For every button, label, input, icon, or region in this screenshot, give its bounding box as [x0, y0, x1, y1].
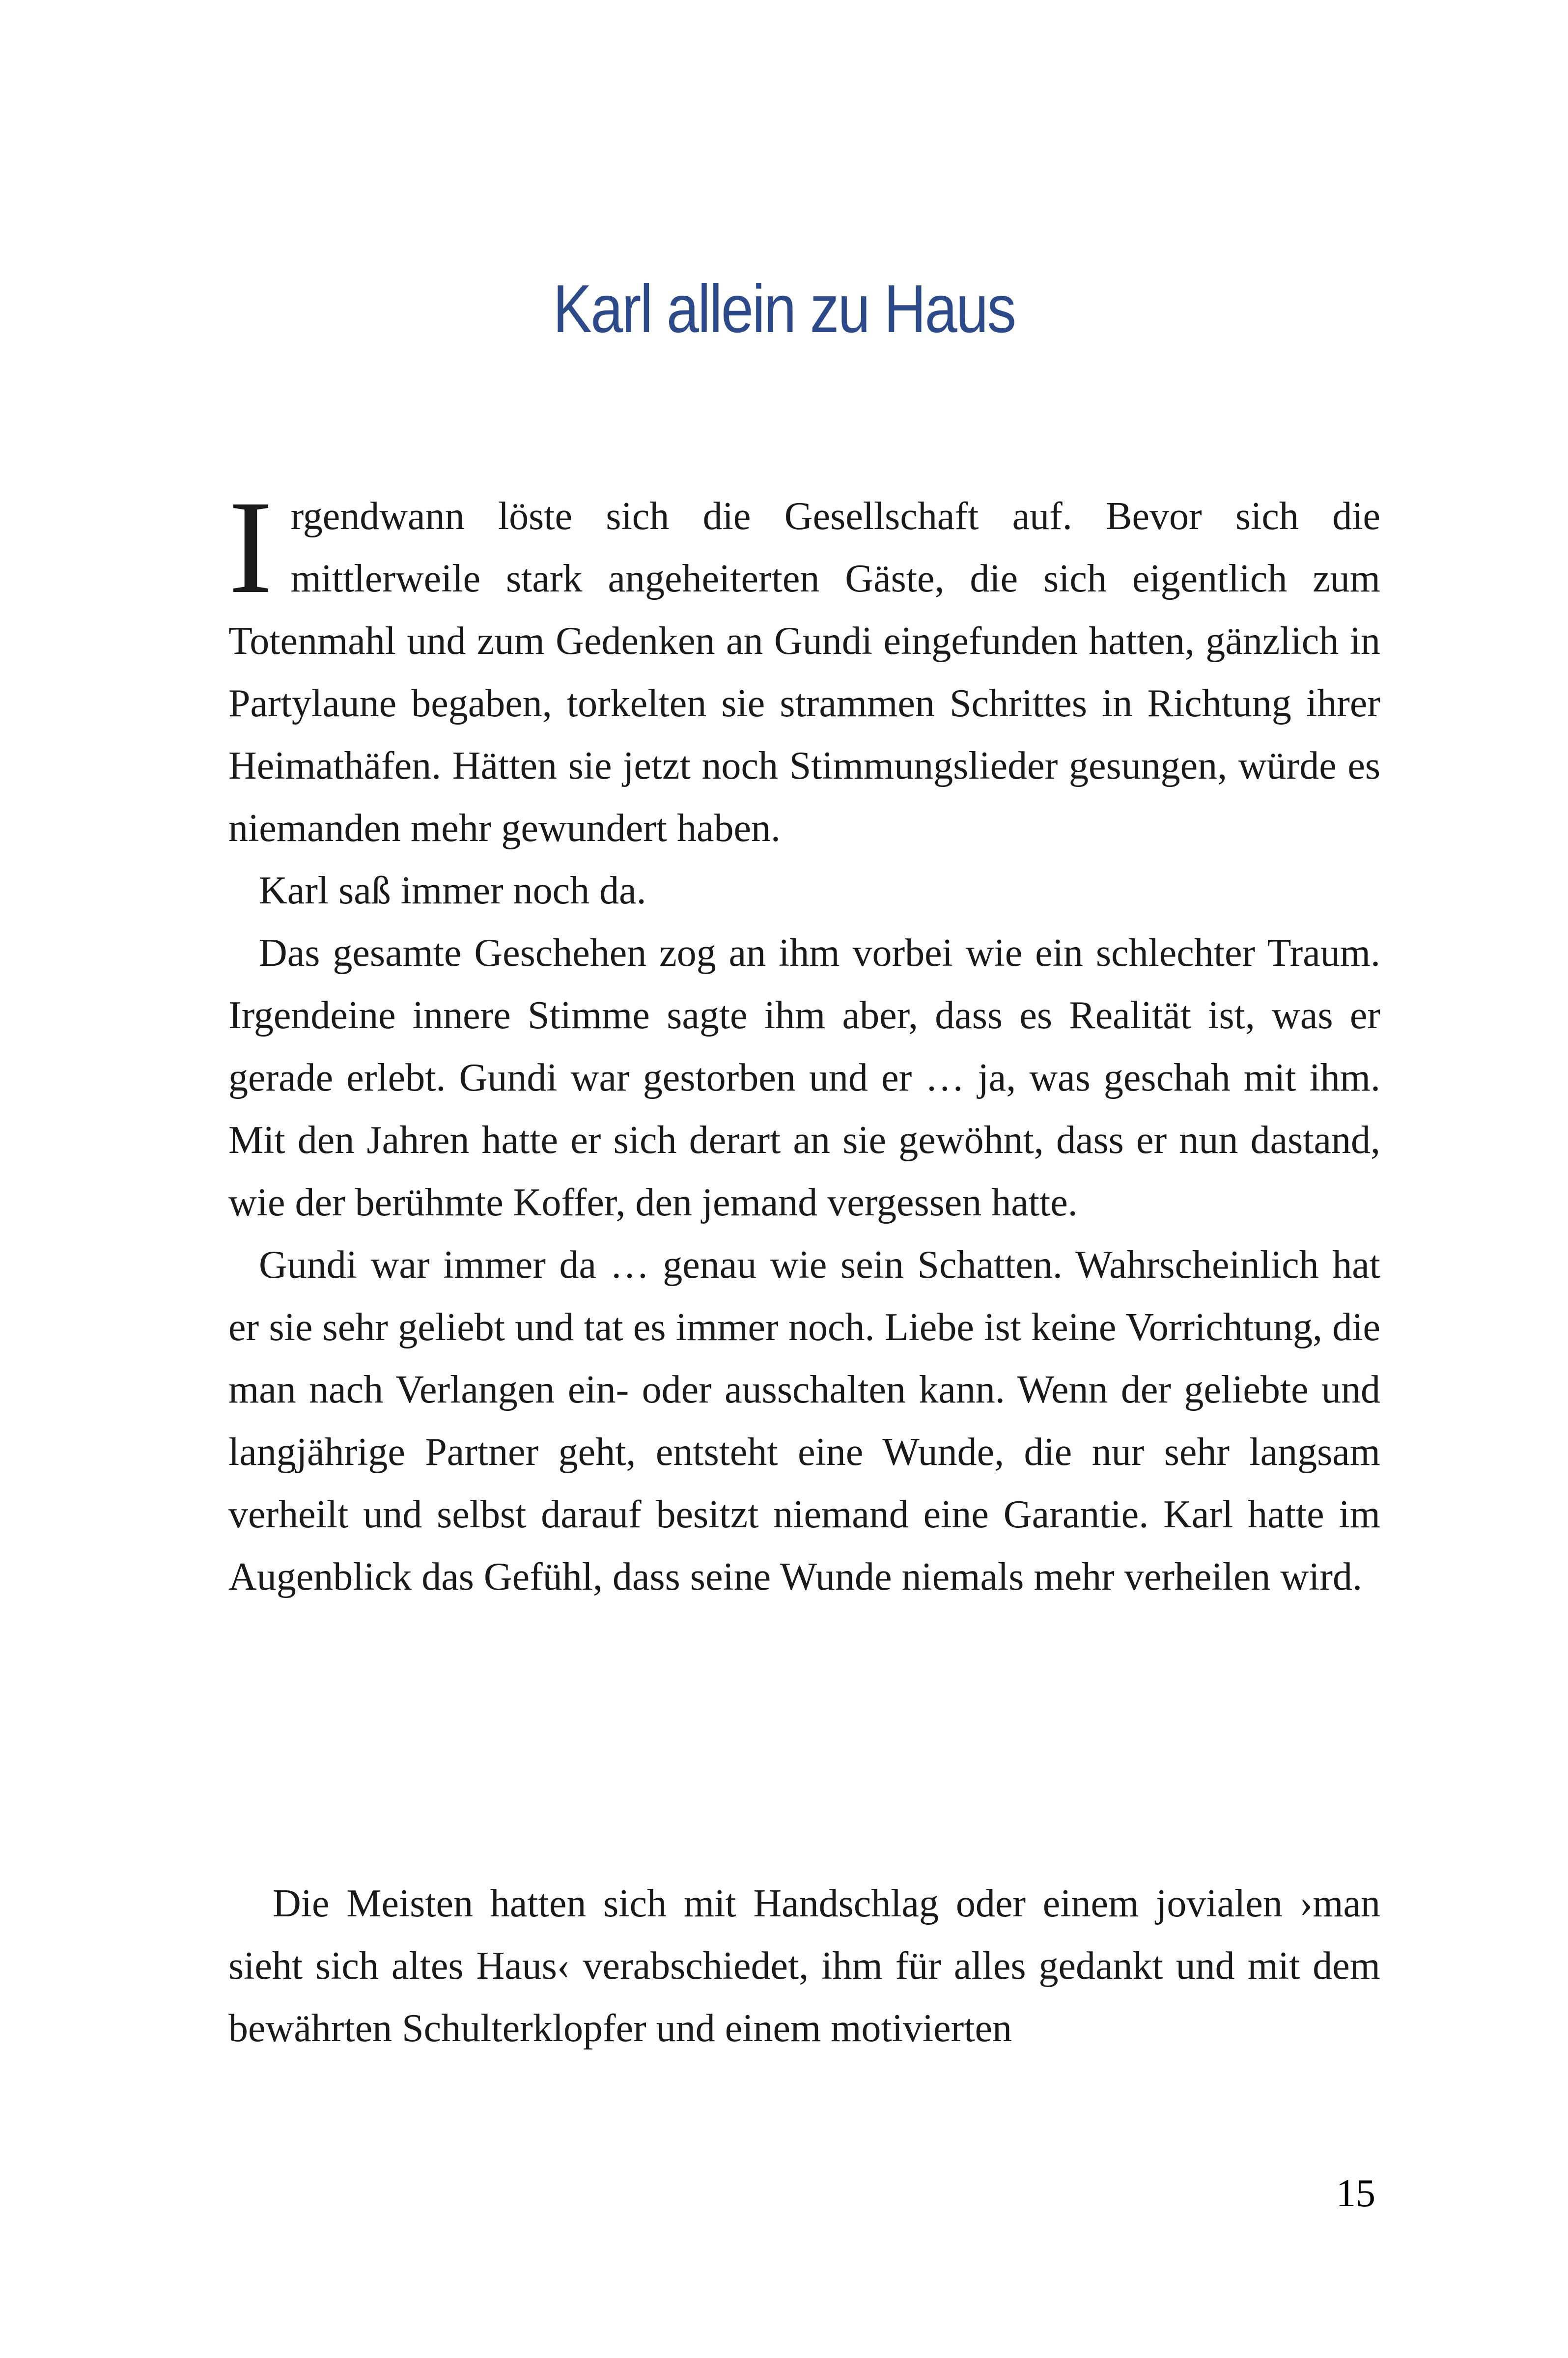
paragraph-4: Gundi war immer da … genau wie sein Schatten. Wahrscheinlich hat er sie sehr geliebt und tat es immer noch. Liebe ist keine Vorrichtung, die man nach Verlangen ein- oder ausschalten kann. Wenn der geliebte und langjährige Partner geht, entsteht eine Wunde, die nur sehr langsam verheilt und selbst darauf besitzt niemand eine Garantie. Karl hatte im Augenblick das Gefühl, dass seine Wunde niemals mehr verheilen wird.	[228, 1243, 1380, 1599]
paragraph-2: Karl saß immer noch da.	[259, 869, 646, 912]
paragraph-1-text: rgendwann löste sich die Gesellschaft auf. Bevor sich die mittlerweile stark angeheiterten Gäste, die sich eigentlich zum Totenmahl und zum Gedenken an Gundi eingefunden hatten, gänzlich in Partylaune begaben, torkelten sie strammen Schrittes in Richtung ihrer Heimathäfen. Hätten sie jetzt noch Stimmungslieder gesungen, würde es niemanden mehr gewundert haben.	[228, 495, 1380, 850]
paragraph-5: Die Meisten hatten sich mit Handschlag oder einem jovialen ›man sieht sich altes Haus‹ verabschiedet, ihm für alles gedankt und mit dem bewährten Schulterklopfer und einem motivierten	[228, 1882, 1380, 2050]
paragraph-1	[228, 473, 1380, 860]
drop-cap: I	[228, 473, 273, 621]
body-text-section-1	[228, 473, 1380, 1608]
paragraph-3: Das gesamte Geschehen zog an ihm vorbei wie ein schlechter Traum. Irgendeine innere Stimme sagte ihm aber, dass es Realität ist, was er gerade erlebt. Gundi war gestorben und er … ja, was geschah mit ihm. Mit den Jahren hatte er sich derart an sie gewöhnt, dass er nun dastand, wie der berühmte Koffer, den jemand vergessen hatte.	[228, 931, 1380, 1224]
body-text-section-2	[228, 1873, 1380, 2060]
chapter-title: Karl allein zu Haus	[553, 271, 1015, 347]
page-number: 15	[1336, 2172, 1375, 2215]
